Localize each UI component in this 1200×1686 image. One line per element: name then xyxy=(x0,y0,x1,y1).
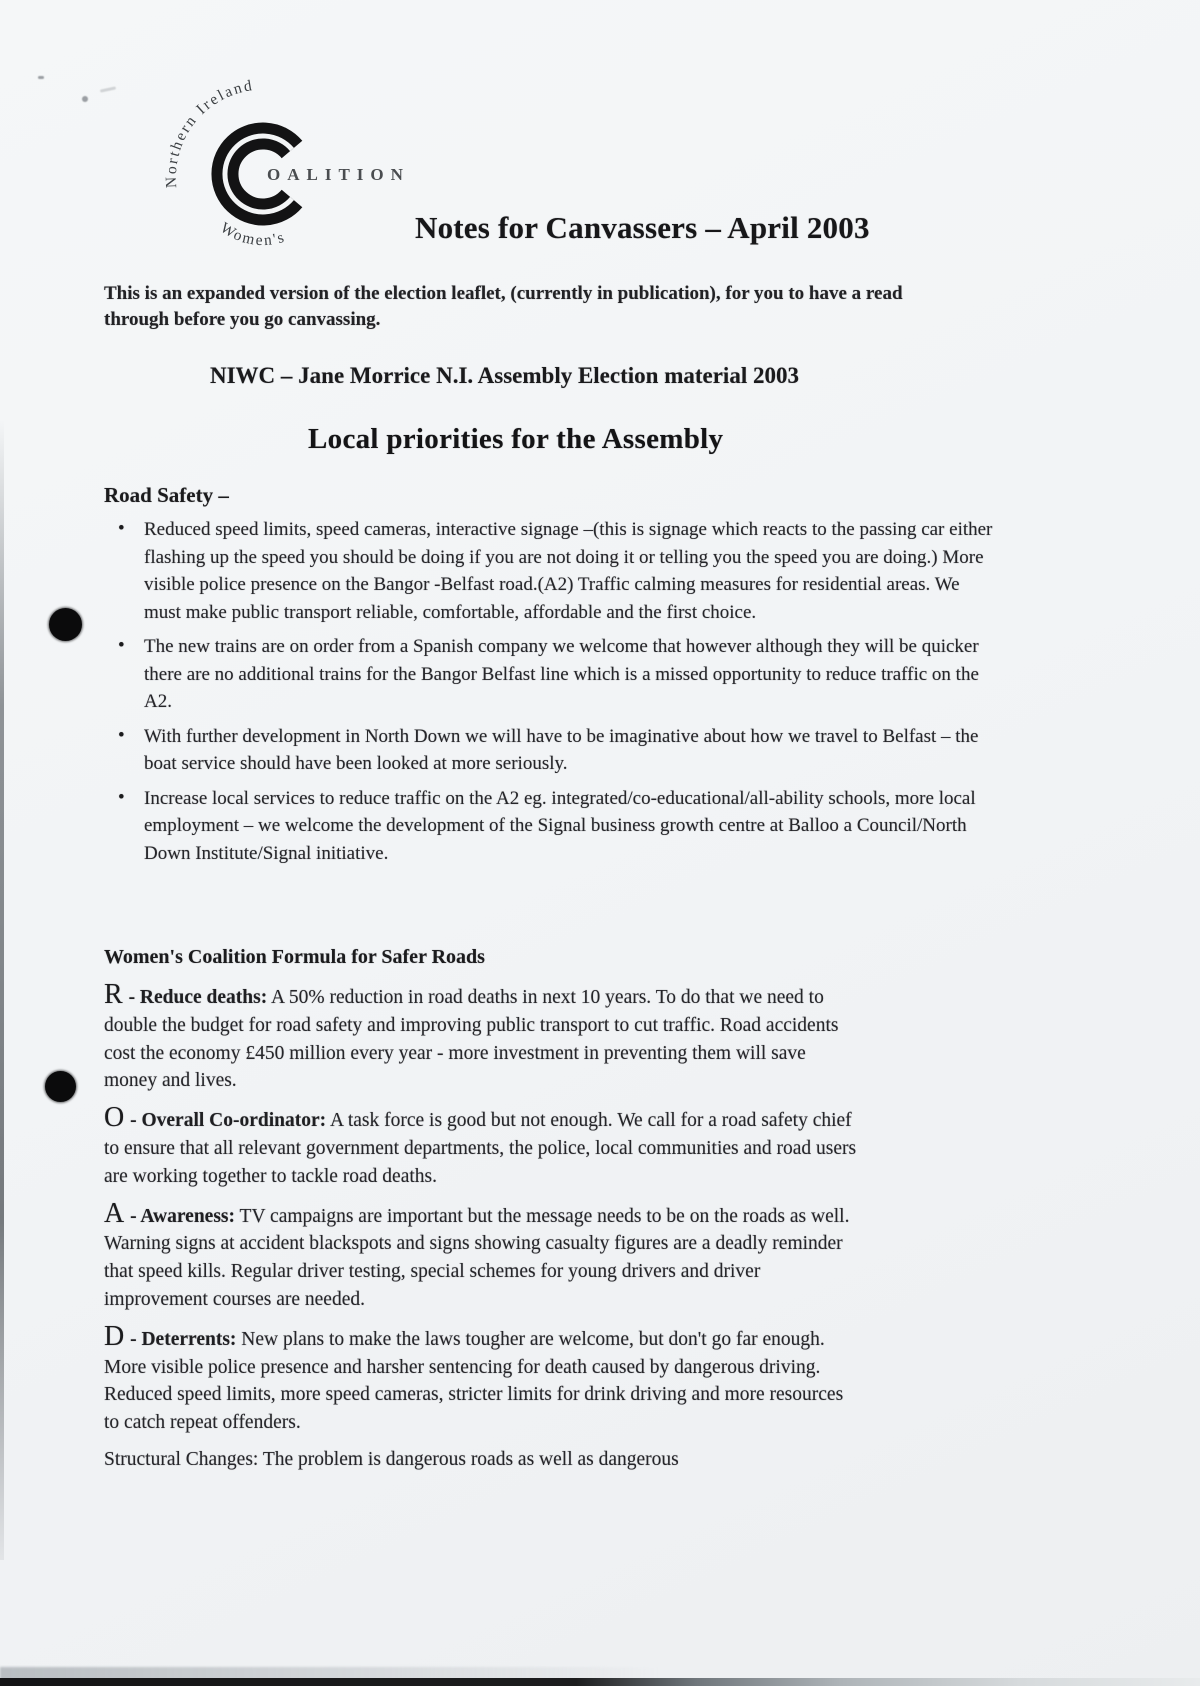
structural-changes-line: Structural Changes: The problem is dangerous roads as well as dangerous xyxy=(104,1448,679,1470)
formula-text-d: New plans to make the laws tougher are welcome, but don't go far enough. More visible police presence and harsher sentencing for death caused by dangerous driving. Reduced speed limits, more speed cameras, stricter limits for drink driving and more resources to catch repeat offenders. xyxy=(104,1328,844,1434)
scan-edge-shadow xyxy=(0,420,4,1560)
formula-label-a: - Awareness: xyxy=(130,1205,235,1227)
formula-letter-a: A xyxy=(104,1197,126,1229)
bullet-item: • Reduced speed limits, speed cameras, interactive signage –(this is signage which reacts to the passing car either flashing up the speed you should be doing if you are not doing it or telling you the speed you are doing.) More visible police presence on the Bangor -Belfast road.(A2) Traffic calming measures for residential areas. We must make public transport reliable, comfortable, affordable and the first choice. xyxy=(118,516,996,626)
election-material-heading: NIWC – Jane Morrice N.I. Assembly Election material 2003 xyxy=(210,363,799,388)
niwc-logo xyxy=(163,78,433,253)
formula-text-a: TV campaigns are important but the message needs to be on the roads as well. Warning signs at accident blackspots and signs showing casualty figures are a deadly reminder that speed kills. Regular driver testing, special schemes for young drivers and driver improvement courses are needed. xyxy=(104,1205,850,1310)
scan-speck xyxy=(82,96,88,102)
bullet-item: • With further development in North Down we will have to be imaginative about how we travel to Belfast – the boat service should have been looked at more seriously. xyxy=(118,723,996,778)
logo-wordmark: OALITION xyxy=(267,165,410,184)
coalition-logo-graphic xyxy=(163,78,433,253)
logo-arc-bottom-text: Women's xyxy=(217,219,288,250)
formula-section xyxy=(104,946,860,1483)
formula-item-a xyxy=(104,1197,860,1314)
formula-letter-o: O xyxy=(104,1102,126,1134)
formula-text-o: A task force is good but not enough. We call for a road safety chief to ensure that all relevant government departments, the police, local communities and road users are working together to tackle road deaths. xyxy=(104,1110,857,1187)
hole-punch-mark xyxy=(49,608,82,641)
road-safety-heading: Road Safety – xyxy=(104,483,229,507)
bullet-item: • Increase local services to reduce traffic on the A2 eg. integrated/co-educational/all-ability schools, more local employment – we welcome the development of the Signal business growth centre at Balloo a Council/North Down Institute/Signal initiative. xyxy=(118,785,996,868)
scan-bottom-edge xyxy=(0,1678,1200,1686)
formula-heading: Women's Coalition Formula for Safer Roads xyxy=(104,946,485,968)
formula-label-o: - Overall Co-ordinator: xyxy=(130,1110,327,1132)
logo-arc-top-text: Northern Ireland xyxy=(163,78,256,189)
formula-item-d xyxy=(104,1320,860,1437)
formula-text-r: A 50% reduction in road deaths in next 10 years. To do that we need to double the budget for road safety and improving public transport to cut traffic. Road accidents cost the economy £450 million every year - more investment in preventing them will save money and lives. xyxy=(104,987,839,1092)
page-title: Notes for Canvassers – April 2003 xyxy=(415,210,870,245)
road-safety-section xyxy=(104,483,996,874)
formula-label-r: - Reduce deaths: xyxy=(128,987,268,1008)
bullet-item: • The new trains are on order from a Spanish company we welcome that however although they will be quicker there are no additional trains for the Bangor Belfast line which is a missed opportunity to reduce traffic on the A2. xyxy=(118,633,996,716)
road-safety-bullet-list xyxy=(104,516,996,867)
formula-letter-d: D xyxy=(104,1320,126,1352)
formula-item-r xyxy=(104,981,860,1095)
hole-punch-mark xyxy=(45,1071,76,1102)
formula-label-d: - Deterrents: xyxy=(130,1328,237,1350)
formula-letter-r: R xyxy=(104,979,124,1010)
scan-speck xyxy=(38,76,44,79)
formula-item-o xyxy=(104,1104,860,1190)
scan-speck xyxy=(100,86,116,92)
main-heading: Local priorities for the Assembly xyxy=(308,423,724,455)
intro-text: This is an expanded version of the election leaflet, (currently in publication), for you to have a read through before you go canvassing. xyxy=(104,283,903,330)
